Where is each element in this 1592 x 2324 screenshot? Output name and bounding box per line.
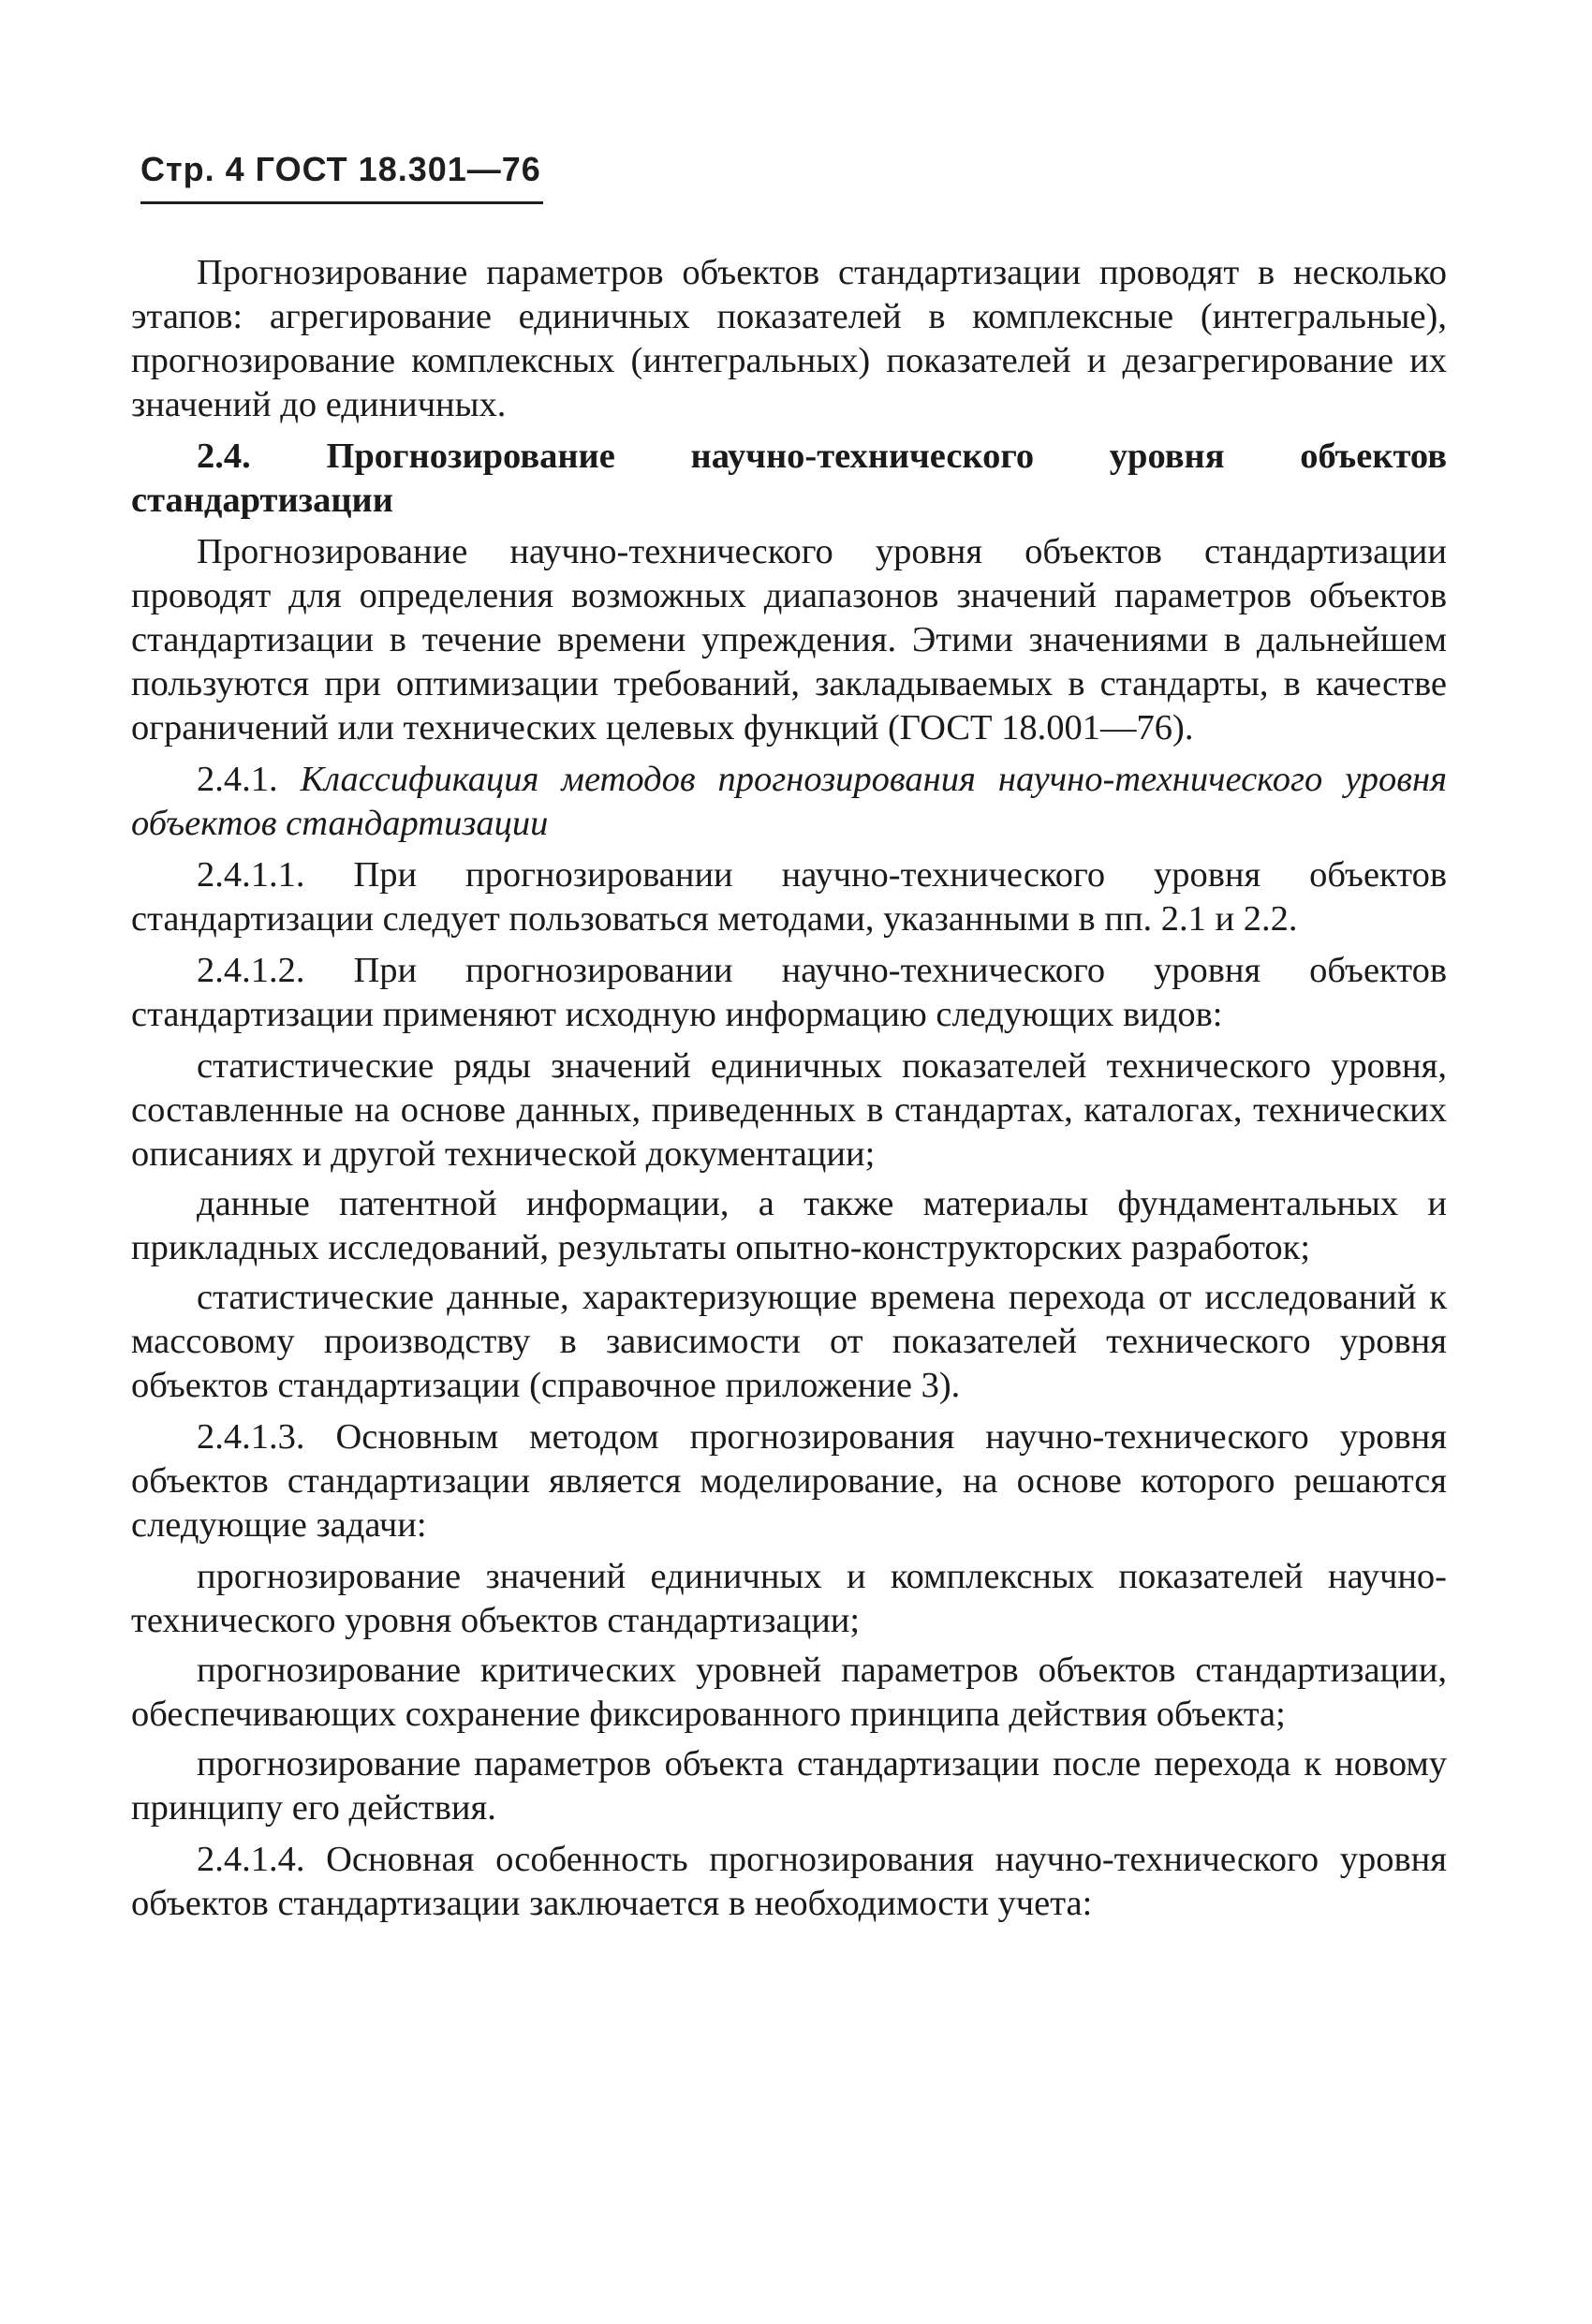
paragraph-1	[131, 251, 1447, 427]
list-item-3	[131, 1276, 1447, 1408]
paragraph-3	[131, 530, 1447, 750]
list-item-text: прогнозирование параметров объекта стандартизации после перехода к новому принципу его действия.	[131, 1744, 1447, 1828]
list-item-text: статистические данные, характеризующие времена перехода от исследований к массовому производству в зависимости от показателей технического уровня объектов стандартизации (справочное приложение 3).	[131, 1278, 1447, 1405]
list-item-1	[131, 1044, 1447, 1177]
section-title: Прогнозирование научно-технического уровня объектов стандартизации	[131, 437, 1448, 520]
list-item-text: прогнозирование значений единичных и комплексных показателей научно-технического уровня объектов стандартизации;	[131, 1557, 1447, 1640]
paragraph-10	[131, 1415, 1447, 1547]
section-number: 2.4.	[197, 437, 251, 476]
paragraph-text: 2.4.1.2. При прогнозировании научно-технического уровня объектов стандартизации применяют исходную информацию следующих видов:	[131, 951, 1447, 1034]
list-item-text: данные патентной информации, а также материалы фундаментальных и прикладных исследований, результаты опытно-конструкторских разработок;	[131, 1184, 1447, 1267]
list-item-2	[131, 1182, 1447, 1270]
page-header: Стр. 4 ГОСТ 18.301—76	[140, 150, 541, 188]
task-item-1	[131, 1555, 1447, 1643]
subsection-heading-2-4-1	[131, 758, 1447, 846]
task-item-2	[131, 1649, 1447, 1737]
task-item-3	[131, 1742, 1447, 1830]
header-rule	[140, 201, 543, 204]
paragraph-5	[131, 853, 1447, 941]
section-heading-2-4	[131, 435, 1447, 523]
paragraph-text: 2.4.1.4. Основная особенность прогнозирования научно-технического уровня объектов стандартизации заключается в необходимости учета:	[131, 1840, 1447, 1923]
paragraph-6	[131, 949, 1447, 1037]
list-item-text: прогнозирование критических уровней параметров объектов стандартизации, обеспечивающих сохранение фиксированного принципа действия объекта;	[131, 1650, 1447, 1734]
subsection-title: Классификация методов прогнозирования научно-технического уровня объектов стандартизации	[131, 760, 1448, 843]
document-body	[131, 251, 1447, 1933]
paragraph-text: Прогнозирование научно-технического уровня объектов стандартизации проводят для определения возможных диапазонов значений параметров объектов стандартизации в течение времени упреждения. Этими значениями в дальнейшем пользуются при оптимизации требований, закладываемых в стандарты, в качестве ограничений или технических целевых функций (ГОСТ 18.001—76).	[131, 532, 1447, 748]
paragraph-14	[131, 1838, 1447, 1926]
paragraph-text: 2.4.1.3. Основным методом прогнозирования научно-технического уровня объектов стандартизации является моделирование, на основе которого решаются следующие задачи:	[131, 1417, 1447, 1545]
paragraph-text: Прогнозирование параметров объектов стандартизации проводят в несколько этапов: агрегирование единичных показателей в комплексные (интегральные), прогнозирование комплексных (интегральных) показателей и дезагрегирование их значений до единичных.	[131, 253, 1447, 424]
paragraph-text: 2.4.1.1. При прогнозировании научно-технического уровня объектов стандартизации следует пользоваться методами, указанными в пп. 2.1 и 2.2.	[131, 855, 1447, 939]
list-item-text: статистические ряды значений единичных показателей технического уровня, составленные на основе данных, приведенных в стандартах, каталогах, технических описаниях и другой технической документации;	[131, 1046, 1447, 1174]
subsection-number: 2.4.1.	[197, 760, 278, 799]
